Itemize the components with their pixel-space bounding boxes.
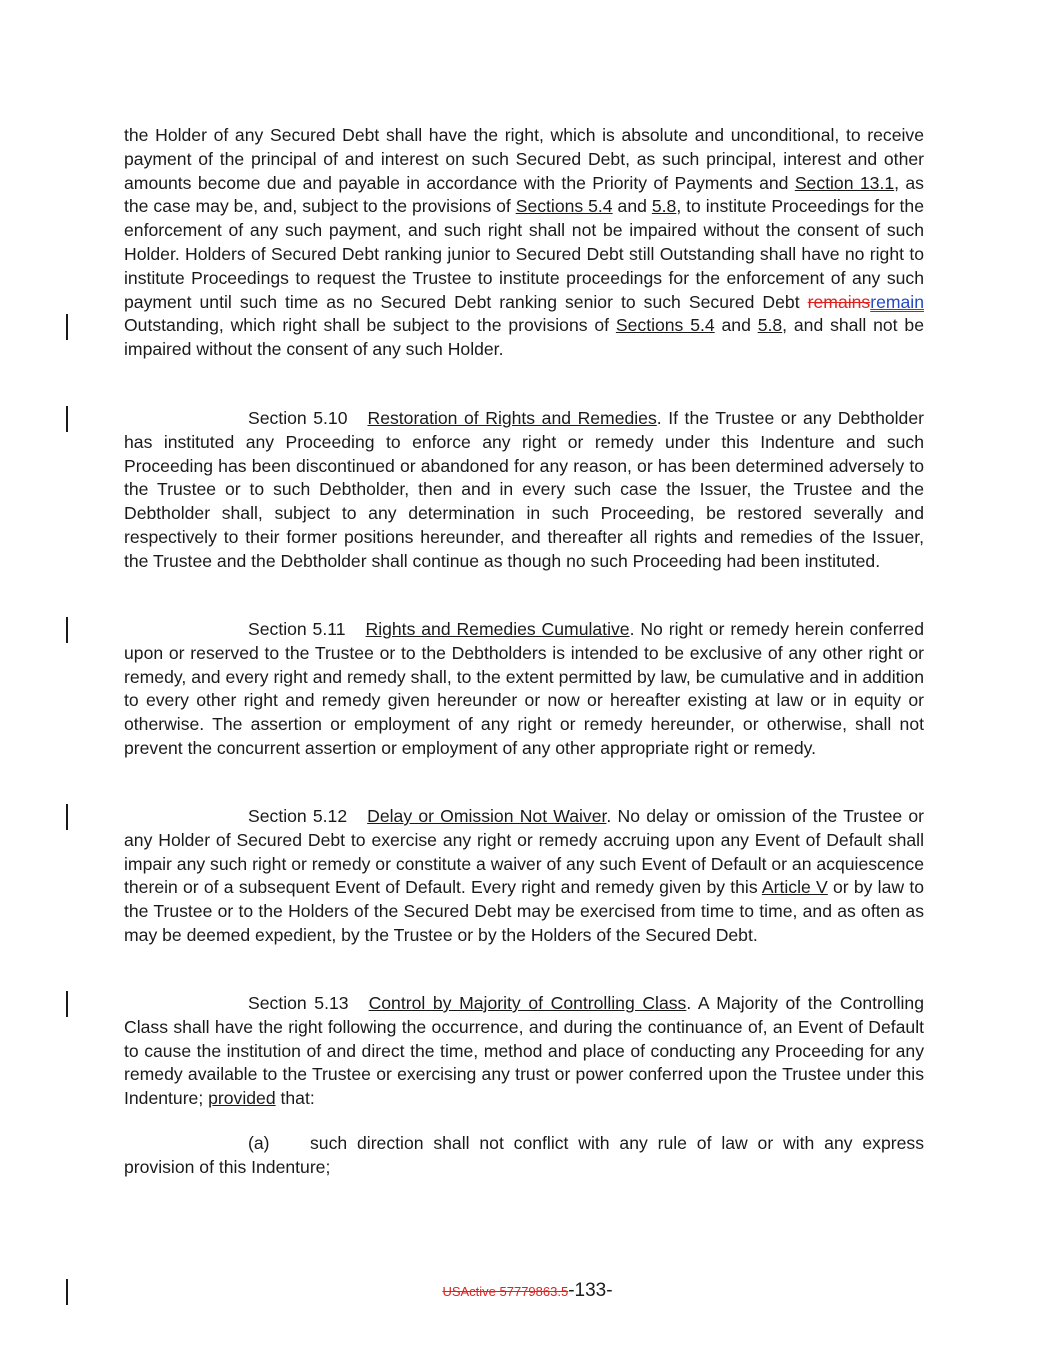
change-bar <box>66 406 68 432</box>
section-reference: Sections 5.4 <box>515 196 613 217</box>
change-bar <box>66 617 68 643</box>
article-reference: Article V <box>761 877 828 898</box>
section-body: or by law to the Trustee or to the Holders of the Secured Debt may be exercised from time to time, and as often as may be deemed expedient, by the Trustee or by the Holders of the Secured Debt. <box>124 877 924 945</box>
inserted-text: remain <box>870 291 924 312</box>
section-5-10 <box>124 407 924 574</box>
section-5-11 <box>124 618 924 761</box>
paragraph-holder-rights <box>124 124 924 362</box>
subsection-body: such direction shall not conflict with any rule of law or with any express provision of this Indenture; <box>124 1133 924 1177</box>
deleted-text: remains <box>807 291 871 312</box>
subsection-a <box>124 1132 924 1180</box>
provided-term: provided <box>208 1088 276 1109</box>
section-body: . If the Trustee or any Debtholder has instituted any Proceeding to enforce any right or remedy under this Indenture and such Proceeding has been discontinued or abandoned for any reason, or has been determined adversely to the Trustee or to such Debtholder, then and in every such case the Issuer, the Trustee and the Debtholder shall, subject to any determination in such Proceeding, be restored severally and respectively to their former positions hereunder, and thereafter all rights and remedies of the Issuer, the Trustee and the Debtholder shall continue as though no such Proceeding had been instituted. <box>124 408 924 571</box>
section-title: Delay or Omission Not Waiver <box>367 806 607 826</box>
text: and <box>612 196 652 217</box>
section-body: . No right or remedy herein conferred upon or reserved to the Trustee or to the Debtholders is intended to be exclusive of any other right or remedy, and every right and remedy shall, to the extent permitted by law, be cumulative and in addition to every other right and remedy given hereunder or now or hereafter existing at law or in equity or otherwise. The assertion or employment of any right or remedy hereunder, or otherwise, shall not prevent the concurrent assertion or employment of any other appropriate right or remedy. <box>124 619 924 758</box>
section-number: Section 5.10 <box>248 408 348 428</box>
section-number: Section 5.12 <box>248 806 348 826</box>
section-reference: Sections 5.4 <box>615 315 715 336</box>
page-footer <box>0 1280 1055 1302</box>
section-5-13 <box>124 992 924 1111</box>
text: and <box>714 315 758 336</box>
page-number: -133- <box>568 1280 613 1301</box>
text: , to institute Proceedings for the enforcement of any such payment, and such right shall not be impaired without the consent of such Holder. Holders of Secured Debt ranking junior to Secured Debt still Outstanding shall have no right to institute Proceedings to request the Trustee to institute proceedings for the enforcement of any such payment until such time as no Secured Debt ranking senior to such Secured Debt <box>124 196 924 312</box>
text: , as the case may be, and, subject to the provisions of <box>124 172 924 217</box>
section-reference: Section 13.1 <box>794 172 895 193</box>
section-number: Section 5.13 <box>248 993 349 1013</box>
section-body: that: <box>275 1088 315 1109</box>
section-title: Control by Majority of Controlling Class <box>368 993 687 1013</box>
section-reference: 5.8 <box>651 196 677 217</box>
section-number: Section 5.11 <box>248 619 346 639</box>
section-title: Rights and Remedies Cumulative <box>365 619 630 639</box>
text: , and shall not be impaired without the consent of any such Holder. <box>124 315 924 360</box>
section-5-12 <box>124 805 924 948</box>
document-id: USActive 57779863.5 <box>442 1284 569 1299</box>
text: Outstanding, which right shall be subject to the provisions of <box>124 315 616 336</box>
section-reference: 5.8 <box>757 315 783 336</box>
text: the Holder of any Secured Debt shall have the right, which is absolute and unconditional, to receive payment of the principal of and interest on such Secured Debt, as such principal, interest and other amounts become due and payable in accordance with the Priority of Payments and <box>124 125 924 193</box>
section-title: Restoration of Rights and Remedies <box>367 408 657 428</box>
change-bar <box>66 314 68 340</box>
subsection-label: (a) <box>248 1133 270 1153</box>
change-bar <box>66 804 68 830</box>
change-bar <box>66 991 68 1017</box>
section-body: . No delay or omission of the Trustee or any Holder of Secured Debt to exercise any right or remedy accruing upon any Event of Default shall impair any such right or remedy or constitute a waiver of any such Event of Default or an acquiescence therein or of a subsequent Event of Default. Every right and remedy given by this <box>124 806 924 898</box>
section-body: . A Majority of the Controlling Class shall have the right following the occurrence, and during the continuance of, an Event of Default to cause the institution of and direct the time, method and place of conducting any Proceeding for any remedy available to the Trustee or exercising any trust or power conferred upon the Trustee under this Indenture; <box>124 993 924 1109</box>
